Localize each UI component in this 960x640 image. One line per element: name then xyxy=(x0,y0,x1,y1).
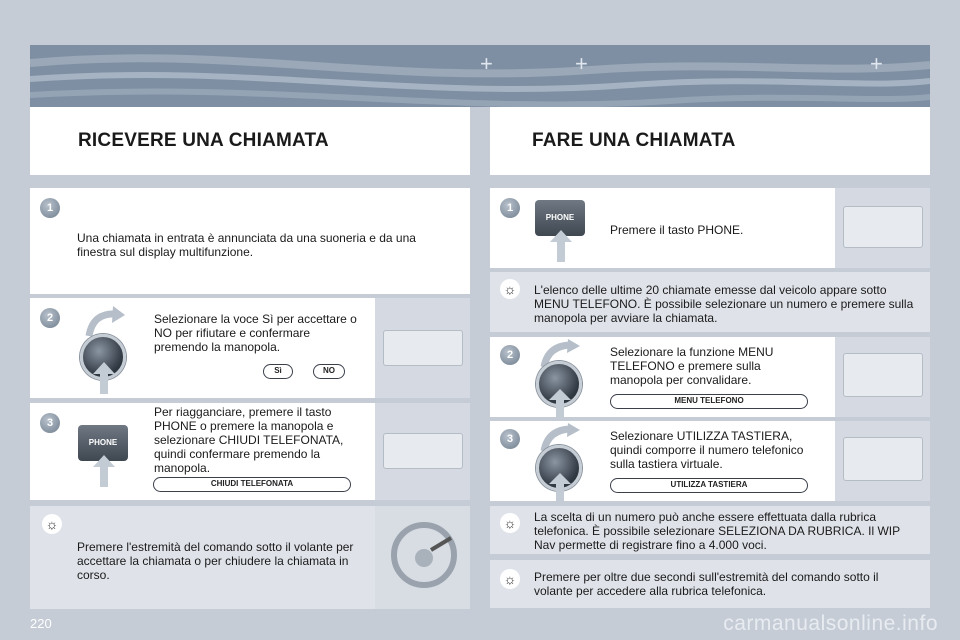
right-tip1-text: L'elenco delle ultime 20 chiamate emesse dal veicolo appare sotto MENU TELEFONO. È possibile selezionare un numero e premere sulla manopola per avviare la chiamata. xyxy=(534,283,914,325)
plus-decoration: + xyxy=(575,51,588,76)
left-section-title: RICEVERE UNA CHIAMATA xyxy=(78,130,329,151)
step-number-badge: 1 xyxy=(500,198,520,218)
close-call-menu-button[interactable]: CHIUDI TELEFONATA xyxy=(153,477,351,492)
tip-sun-icon: ☼ xyxy=(500,513,520,533)
radio-unit-icon xyxy=(843,353,923,397)
press-arrow-icon xyxy=(550,230,572,262)
phone-key-icon: PHONE xyxy=(78,425,128,461)
right-step1-text: Premere il tasto PHONE. xyxy=(610,223,744,237)
left-step1-panel xyxy=(30,188,470,294)
no-option-button[interactable]: NO xyxy=(313,364,345,379)
radio-image xyxy=(835,421,930,501)
plus-decoration: + xyxy=(870,51,883,76)
steering-wheel-image xyxy=(375,506,470,609)
right-tip2-text: La scelta di un numero può anche essere effettuata dalla rubrica telefonica. È possibile selezionare SELEZIONA DA RUBRICA. Il WIP Nav permette di registrare fino a 4.000 voci. xyxy=(534,510,900,552)
radio-image xyxy=(375,403,470,500)
right-tip3-text: Premere per oltre due secondi sull'estremità del comando sotto il volante per accedere alla rubrica telefonica. xyxy=(534,570,879,598)
tip-sun-icon: ☼ xyxy=(500,569,520,589)
yes-option-button[interactable]: Sì xyxy=(263,364,293,379)
radio-image xyxy=(375,298,470,398)
tip-sun-icon: ☼ xyxy=(42,514,62,534)
left-step1-text: Una chiamata in entrata è annunciata da una suoneria e da una finestra sul display multifunzione. xyxy=(77,231,416,259)
right-tip1-panel xyxy=(490,272,930,332)
left-step2-panel xyxy=(30,298,470,398)
step-number-badge: 2 xyxy=(40,308,60,328)
step-number-badge: 3 xyxy=(40,413,60,433)
right-tip3-panel xyxy=(490,560,930,608)
right-step3-text: Selezionare UTILIZZA TASTIERA, quindi comporre il numero telefonico sulla tastiera virtuale. xyxy=(610,429,804,471)
radio-unit-icon xyxy=(383,330,463,366)
right-step2-panel xyxy=(490,337,930,417)
phone-key-icon: PHONE xyxy=(535,200,585,236)
radio-unit-icon xyxy=(383,433,463,469)
right-step1-panel xyxy=(490,188,930,268)
right-section-title: FARE UNA CHIAMATA xyxy=(532,130,736,151)
left-tip-panel xyxy=(30,506,470,609)
right-step2-text: Selezionare la funzione MENU TELEFONO e premere sulla manopola per convalidare. xyxy=(610,345,774,387)
press-arrow-icon xyxy=(93,362,115,394)
left-step3-panel xyxy=(30,403,470,500)
steering-wheel-icon xyxy=(389,520,459,590)
radio-unit-icon xyxy=(843,437,923,481)
press-arrow-icon xyxy=(549,473,571,501)
step-number-badge: 3 xyxy=(500,429,520,449)
page-number: 220 xyxy=(30,616,52,631)
header-banner xyxy=(30,45,930,107)
press-arrow-icon xyxy=(549,389,571,417)
utilizza-tastiera-button[interactable]: UTILIZZA TASTIERA xyxy=(610,478,808,493)
press-arrow-icon xyxy=(93,455,115,487)
radio-unit-icon xyxy=(843,206,923,248)
right-tip2-panel xyxy=(490,506,930,554)
left-tip-text: Premere l'estremità del comando sotto il volante per accettare la chiamata o per chiudere la chiamata in corso. xyxy=(77,540,354,582)
plus-decoration: + xyxy=(480,51,493,76)
left-step3-text: Per riagganciare, premere il tasto PHONE o premere la manopola e selezionare CHIUDI TELEFONATA, quindi confermare premendo la manopola. xyxy=(154,405,344,475)
radio-image xyxy=(835,337,930,417)
right-step3-panel xyxy=(490,421,930,501)
radio-image xyxy=(835,188,930,268)
step-number-badge: 2 xyxy=(500,345,520,365)
watermark: carmanualsonline.info xyxy=(723,612,938,635)
menu-telefono-button[interactable]: MENU TELEFONO xyxy=(610,394,808,409)
left-step2-text: Selezionare la voce Sì per accettare o NO per rifiutare e confermare premendo la manopola. xyxy=(154,312,357,354)
tip-sun-icon: ☼ xyxy=(500,279,520,299)
step-number-badge: 1 xyxy=(40,198,60,218)
